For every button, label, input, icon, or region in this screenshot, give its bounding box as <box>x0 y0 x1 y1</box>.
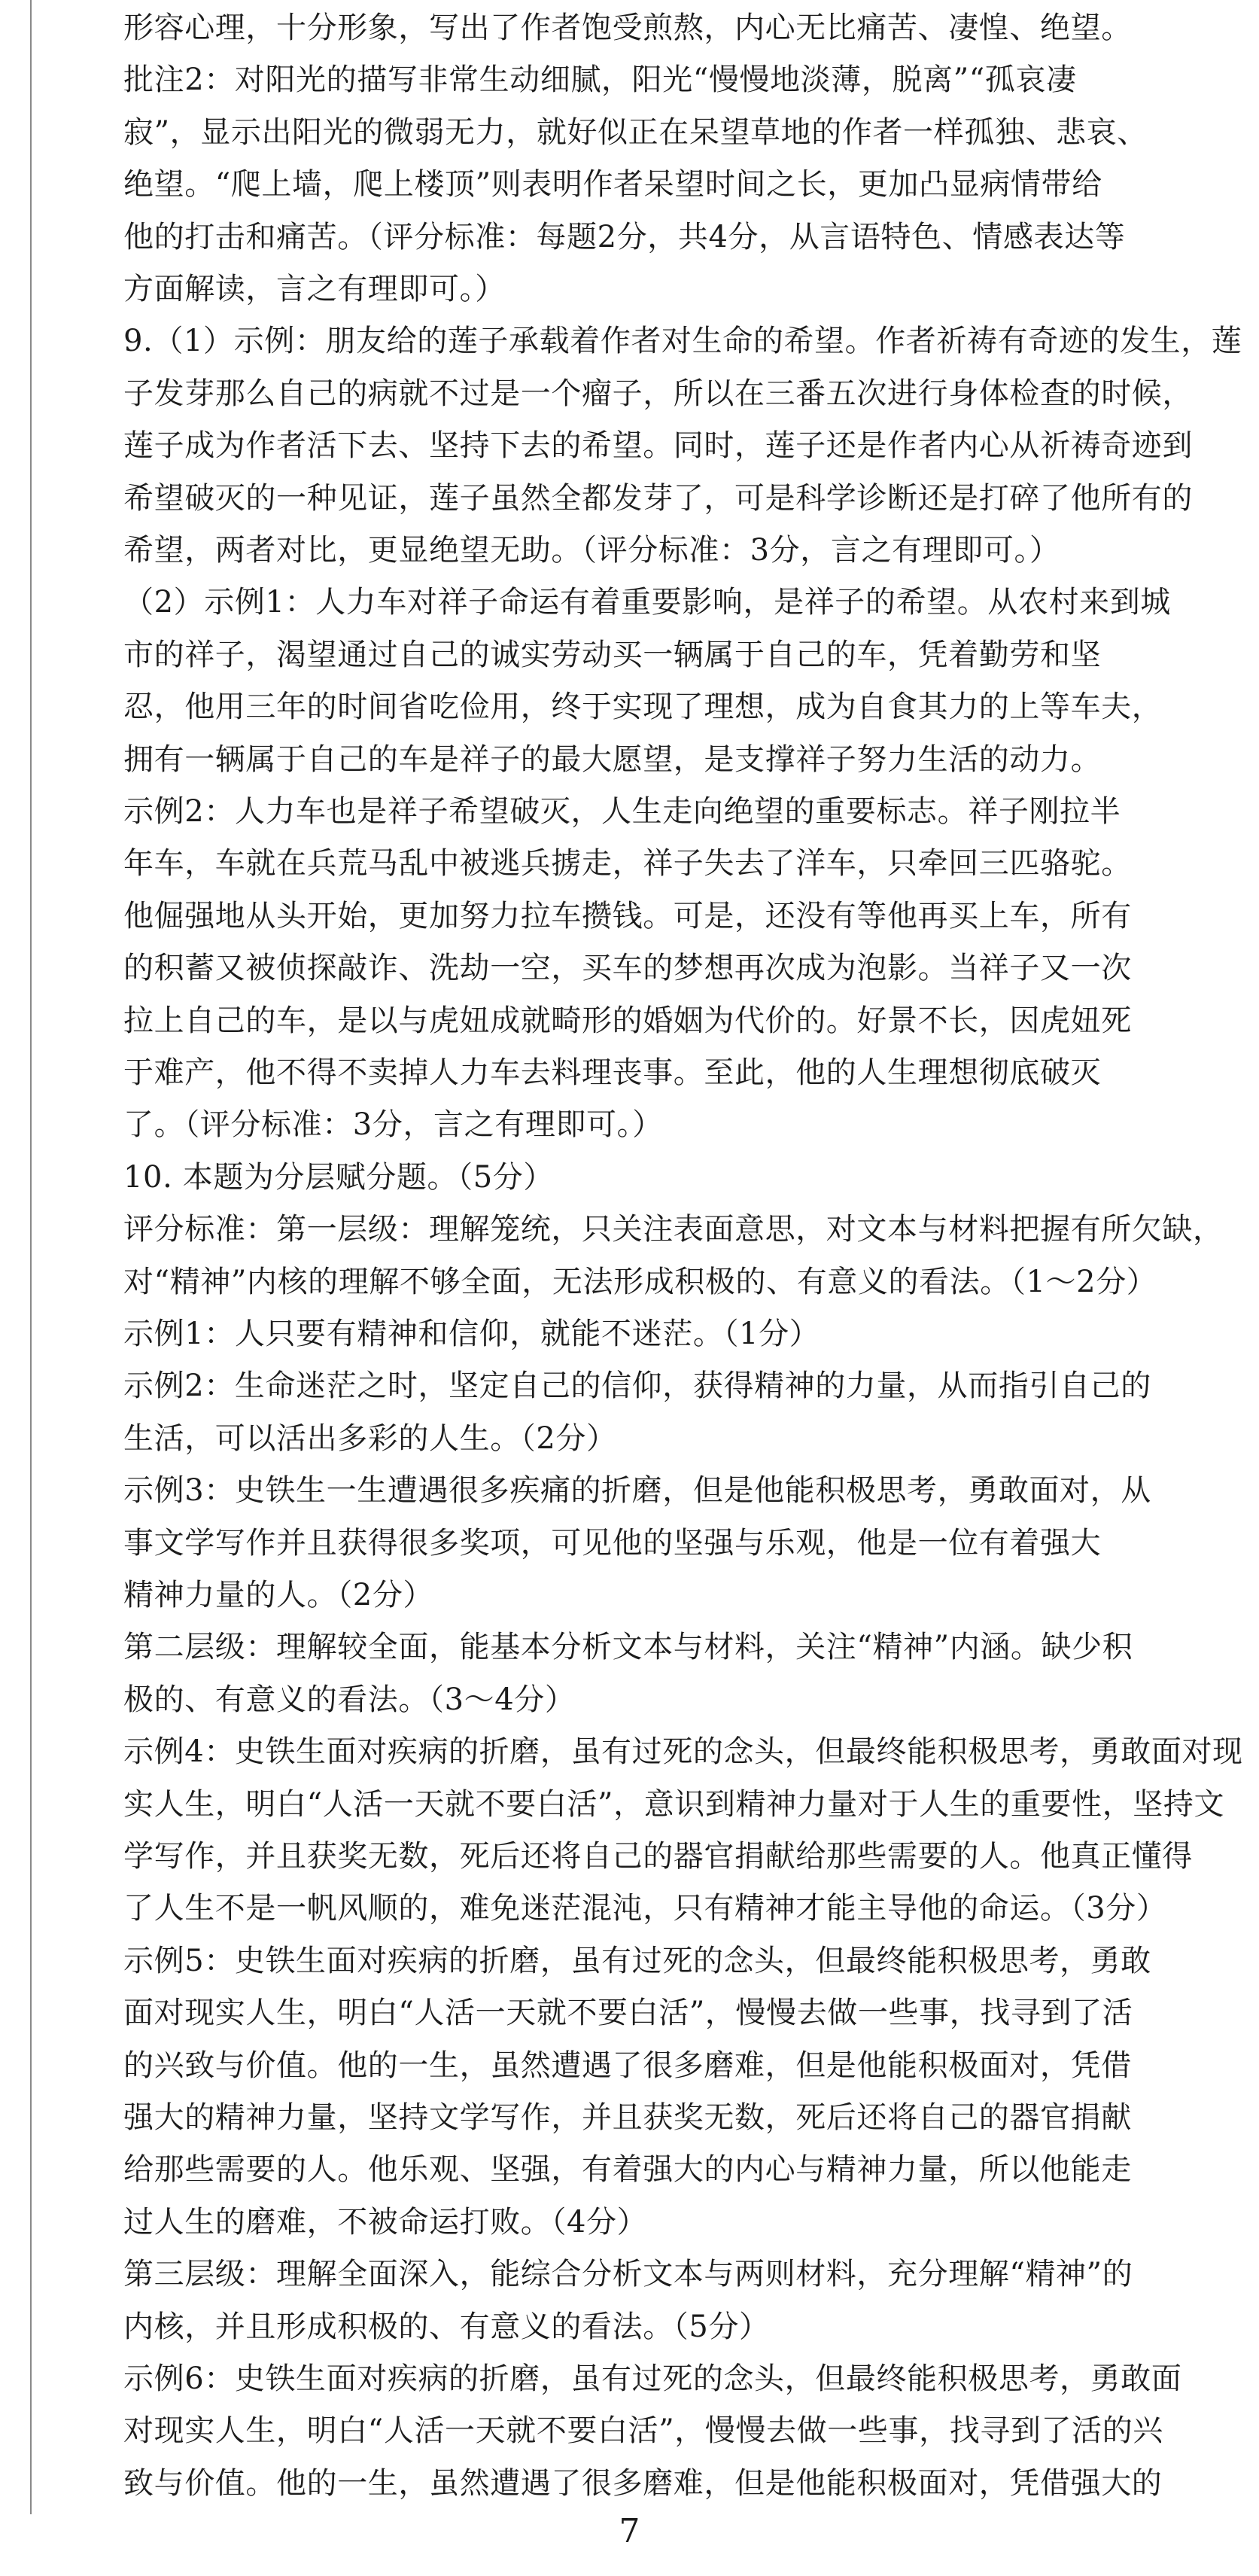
text-line: 方面解读，言之有理即可。） <box>123 272 506 306</box>
text-line: 示例2：生命迷茫之时，坚定自己的信仰，获得精神的力量，从而指引自己的 <box>123 1369 1151 1404</box>
text-line: 内核，并且形成积极的、有意义的看法。（5分） <box>123 2309 770 2344</box>
text-line: 拉上自己的车，是以与虎妞成就畸形的婚姻为代价的。好景不长，因虎妞死 <box>123 1003 1132 1038</box>
text-line: 示例6：史铁生面对疾病的折磨，虽有过死的念头，但最终能积极思考，勇敢面 <box>123 2361 1182 2396</box>
text-line: 事文学写作并且获得很多奖项，可见他的坚强与乐观，他是一位有着强大 <box>123 1525 1102 1561</box>
text-line: 实人生，明白“人活一天就不要白活”，意识到精神力量对于人生的重要性，坚持文 <box>123 1786 1225 1822</box>
left-margin-rule <box>30 0 32 2514</box>
text-line: 强大的精神力量，坚持文学写作，并且获奖无数，死后还将自己的器官捐献 <box>123 2100 1132 2135</box>
text-line: 学写作，并且获奖无数，死后还将自己的器官捐献给那些需要的人。他真正懂得 <box>123 1839 1193 1874</box>
text-line: 于难产，他不得不卖掉人力车去料理丧事。至此，他的人生理想彻底破灭 <box>123 1055 1102 1090</box>
text-line: 第三层级：理解全面深入，能综合分析文本与两则材料，充分理解“精神”的 <box>123 2257 1133 2292</box>
text-line: 示例5：史铁生面对疾病的折磨，虽有过死的念头，但最终能积极思考，勇敢 <box>123 1943 1151 1978</box>
text-line: 第二层级：理解较全面，能基本分析文本与材料，关注“精神”内涵。缺少积 <box>123 1630 1133 1665</box>
text-line: 的积蓄又被侦探敲诈、洗劫一空，买车的梦想再次成为泡影。当祥子又一次 <box>123 951 1132 986</box>
text-line: 10. 本题为分层赋分题。（5分） <box>123 1159 554 1195</box>
text-line: 批注2：对阳光的描写非常生动细腻，阳光“慢慢地淡薄，脱离”“孤哀凄 <box>123 62 1077 98</box>
text-line: 寂”，显示出阳光的微弱无力，就好似正在呆望草地的作者一样孤独、悲哀、 <box>123 114 1148 150</box>
text-line: 示例3：史铁生一生遭遇很多疾痛的折磨，但是他能积极思考，勇敢面对，从 <box>123 1473 1151 1509</box>
text-line: 示例4：史铁生面对疾病的折磨，虽有过死的念头，但最终能积极思考，勇敢面对现 <box>123 1734 1243 1770</box>
text-line: 极的、有意义的看法。（3～4分） <box>123 1682 576 1717</box>
text-line: 示例2：人力车也是祥子希望破灭，人生走向绝望的重要标志。祥子刚拉半 <box>123 794 1121 829</box>
text-line: 忍，他用三年的时间省吃俭用，终于实现了理想，成为自食其力的上等车夫， <box>123 690 1163 725</box>
text-line: 的兴致与价值。他的一生，虽然遭遇了很多磨难，但是他能积极面对，凭借 <box>123 2048 1132 2083</box>
text-line: 希望，两者对比，更显绝望无助。（评分标准：3分，言之有理即可。） <box>123 533 1060 568</box>
text-line: 对“精神”内核的理解不够全面，无法形成积极的、有意义的看法。（1～2分） <box>123 1264 1157 1299</box>
text-line: 过人生的磨难，不被命运打败。（4分） <box>123 2204 648 2240</box>
text-line: 致与价值。他的一生，虽然遭遇了很多磨难，但是他能积极面对，凭借强大的 <box>123 2465 1163 2501</box>
text-line: 生活，可以活出多彩的人生。（2分） <box>123 1420 617 1456</box>
text-line: 面对现实人生，明白“人活一天就不要白活”，慢慢去做一些事，找寻到了活 <box>123 1996 1133 2031</box>
text-line: 子发芽那么自己的病就不过是一个瘤子，所以在三番五次进行身体检查的时候， <box>123 376 1193 411</box>
text-line: 希望破灭的一种见证，莲子虽然全都发芽了，可是科学诊断还是打碎了他所有的 <box>123 480 1193 516</box>
text-line: 示例1：人只要有精神和信仰，就能不迷茫。（1分） <box>123 1317 820 1351</box>
text-line: 了人生不是一帆风顺的，难免迷茫混沌，只有精神才能主导他的命运。（3分） <box>123 1891 1167 1926</box>
text-line: 绝望。“爬上墙，爬上楼顶”则表明作者呆望时间之长，更加凸显病情带给 <box>123 167 1102 202</box>
text-line: 拥有一辆属于自己的车是祥子的最大愿望，是支撑祥子努力生活的动力。 <box>123 741 1102 777</box>
text-line: 他的打击和痛苦。（评分标准：每题2分，共4分，从言语特色、情感表达等 <box>123 219 1126 254</box>
text-line: （2）示例1：人力车对祥子命运有着重要影响，是祥子的希望。从农村来到城 <box>123 585 1171 620</box>
text-line: 他倔强地从头开始，更加努力拉车攒钱。可是，还没有等他再买上车，所有 <box>123 898 1132 933</box>
text-line: 对现实人生，明白“人活一天就不要白活”，慢慢去做一些事，找寻到了活的兴 <box>123 2413 1163 2449</box>
text-line: 莲子成为作者活下去、坚持下去的希望。同时，莲子还是作者内心从祈祷奇迹到 <box>123 428 1193 464</box>
text-line: 精神力量的人。（2分） <box>123 1578 434 1612</box>
text-line: 形容心理，十分形象，写出了作者饱受煎熬，内心无比痛苦、凄惶、绝望。 <box>123 11 1132 45</box>
text-line: 年车，车就在兵荒马乱中被逃兵掳走，祥子失去了洋车，只牵回三匹骆驼。 <box>123 846 1132 882</box>
text-line: 9.（1）示例：朋友给的莲子承载着作者对生命的希望。作者祈祷有奇迹的发生，莲 <box>123 324 1242 359</box>
page-number: 7 <box>619 2512 640 2550</box>
text-line: 市的祥子，渴望通过自己的诚实劳动买一辆属于自己的车，凭着勤劳和坚 <box>123 637 1102 672</box>
text-line: 评分标准：第一层级：理解笼统，只关注表面意思，对文本与材料把握有所欠缺， <box>123 1212 1224 1247</box>
text-line: 了。（评分标准：3分，言之有理即可。） <box>123 1107 663 1143</box>
text-line: 给那些需要的人。他乐观、坚强，有着强大的内心与精神力量，所以他能走 <box>123 2152 1132 2188</box>
